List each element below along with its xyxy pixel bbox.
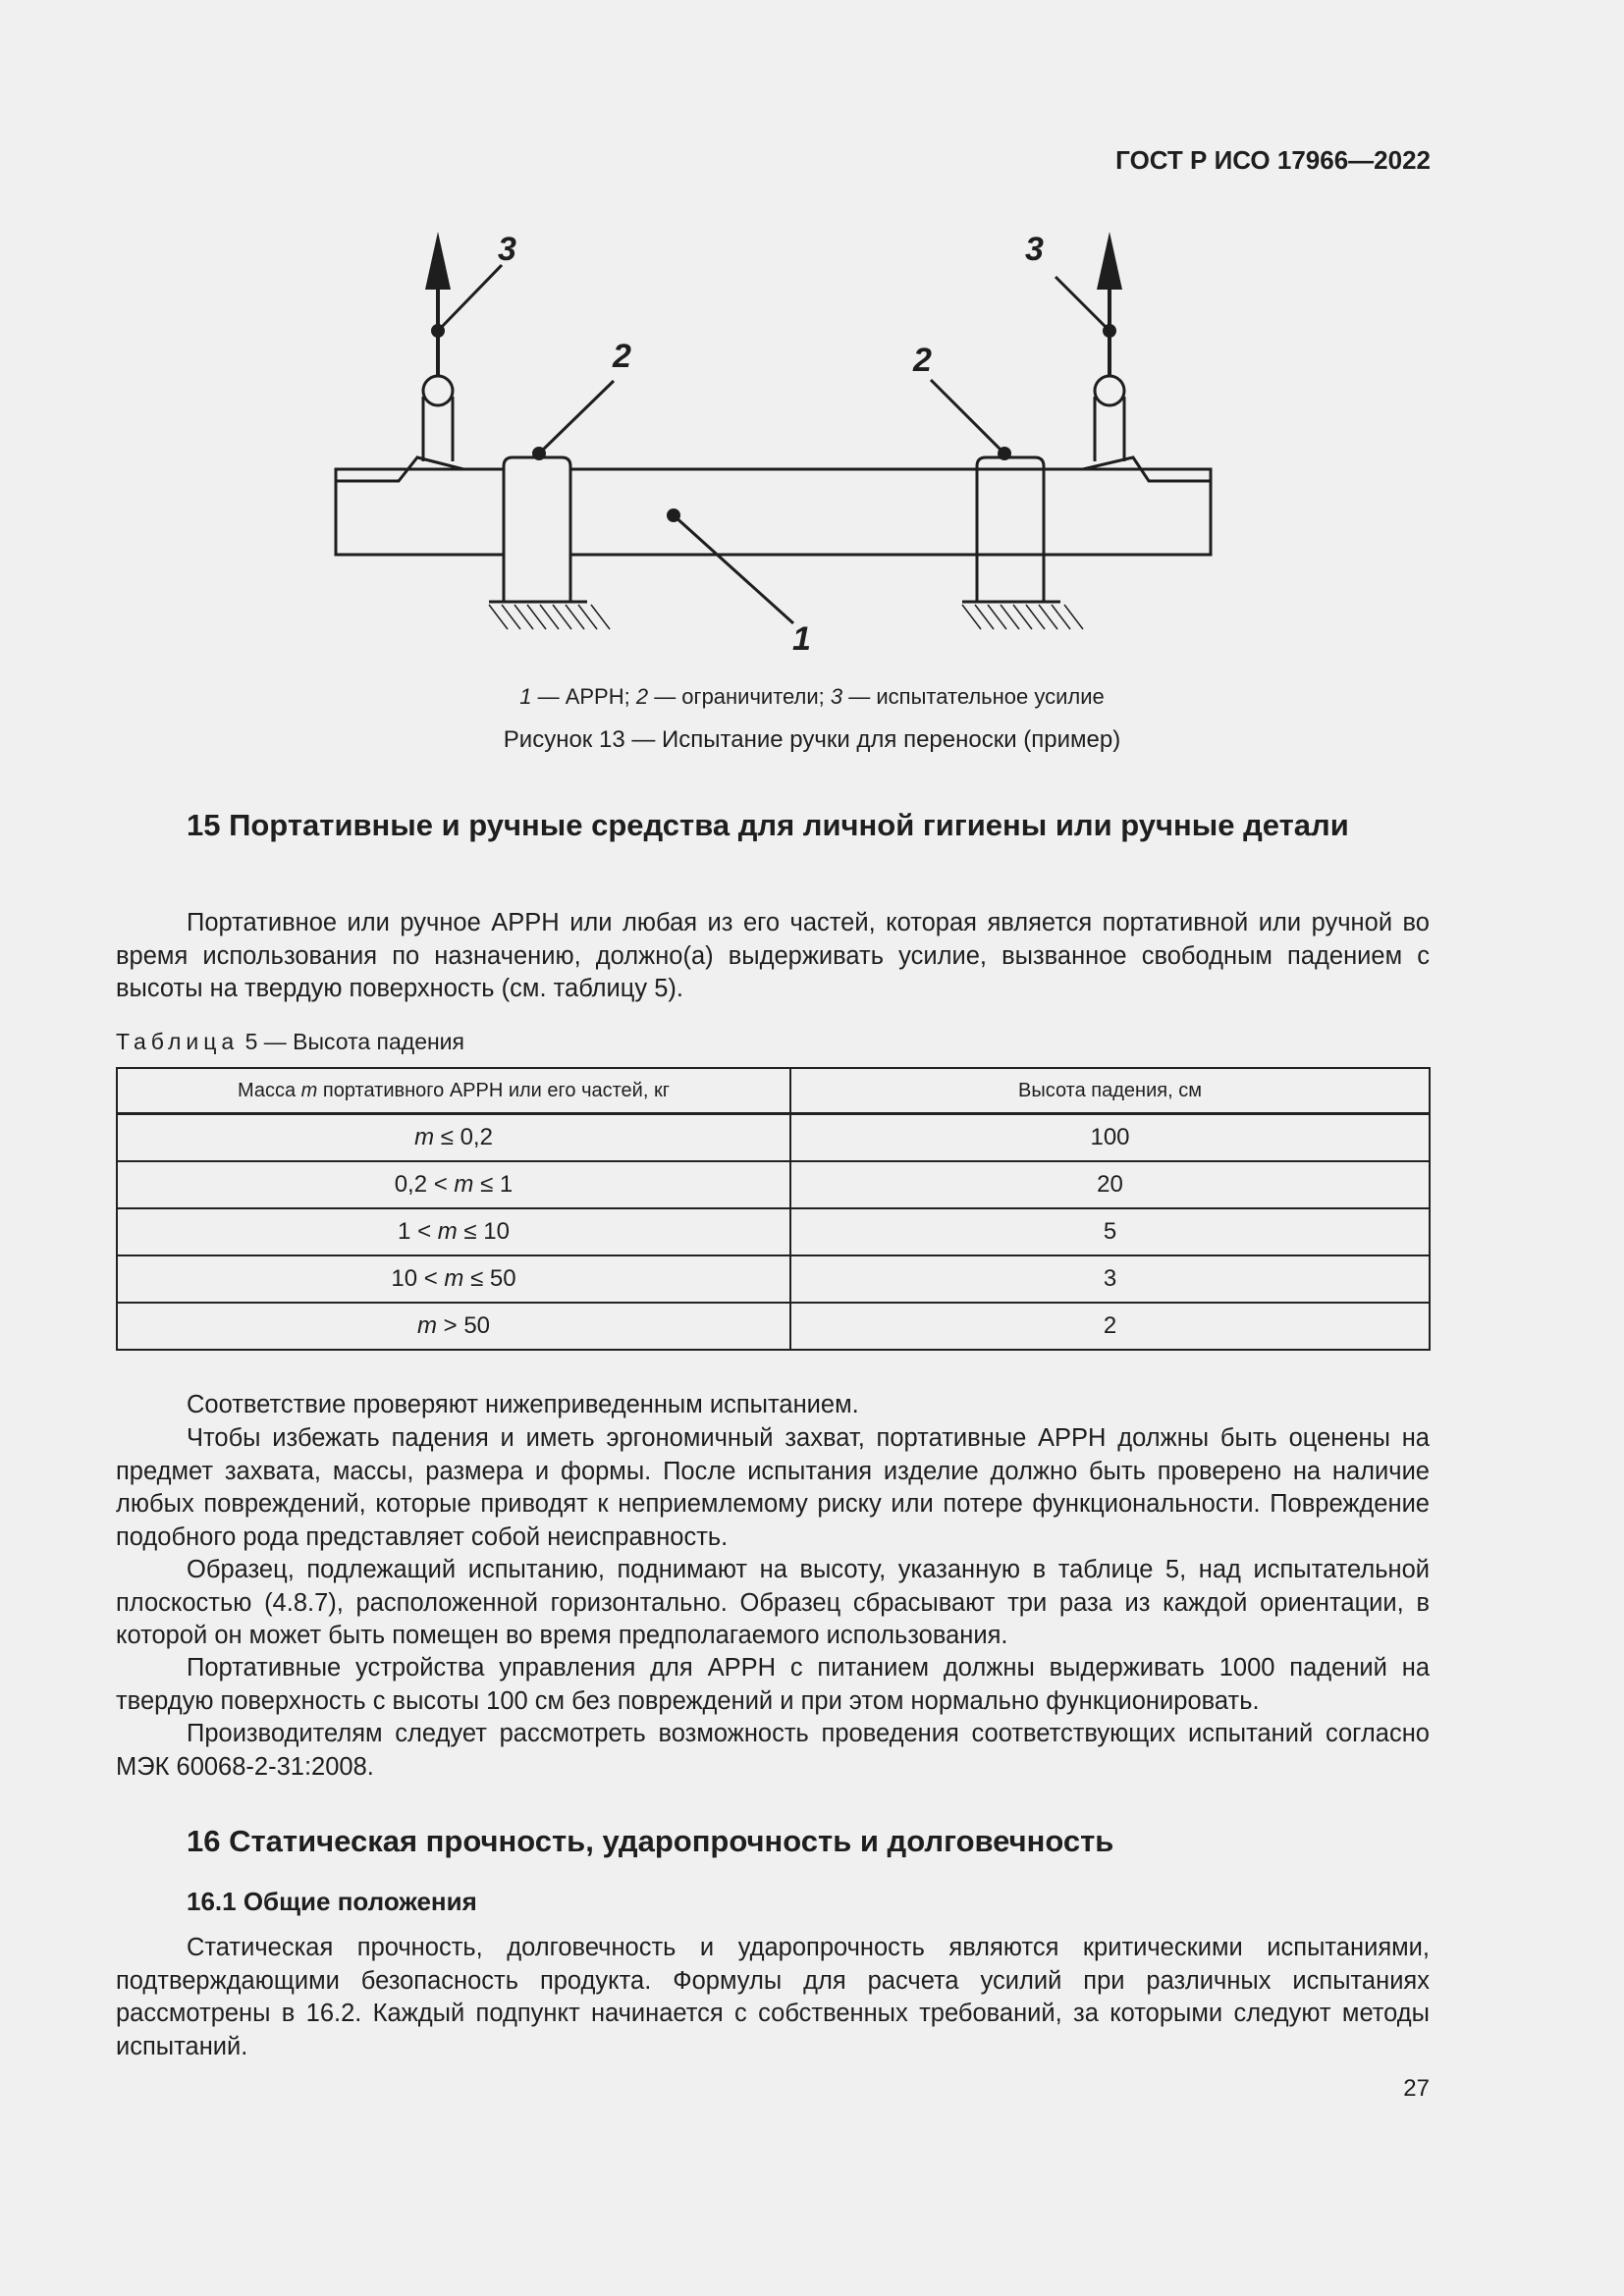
legend-num-1: 1 [519, 684, 532, 709]
mass-cell: m ≤ 0,2 [117, 1114, 790, 1162]
legend-text-2: — ограничители; [648, 684, 831, 709]
label-2-left: 2 [613, 338, 631, 375]
height-cell: 100 [790, 1114, 1430, 1162]
legend-num-3: 3 [830, 684, 843, 709]
figure-legend [0, 684, 1624, 710]
paragraph-manufacturers: Производителям следует рассмотреть возможность проведения соответствующих испытаний согласно МЭК 60068-2-31:2008. [116, 1720, 1430, 1781]
label-2-right: 2 [913, 342, 932, 379]
section-15-intro: Портативное или ручное АРРН или любая из его частей, которая является портативной или ручной во время использования по назначению, должно(а) выдерживать усилие, вызванное свободным падением с высоты на твердую поверхность (см. таблицу 5). [116, 909, 1430, 1002]
column-header-mass: Масса m портативного АРРН или его частей, кг [117, 1068, 790, 1114]
paragraph-ergonomics: Чтобы избежать падения и иметь эргономичный захват, портативные АРРН должны быть оценены на предмет захвата, массы, размера и формы. После испытания изделие должно быть проверено на наличие любых повреждений, которые приводят к неприемлемому риску или потере функциональности. Повреждение подобного рода представляет собой неисправность. [116, 1424, 1430, 1551]
mass-cell: m > 50 [117, 1303, 790, 1350]
drop-height-table [116, 1067, 1431, 1351]
mass-cell: 1 < m ≤ 10 [117, 1208, 790, 1255]
table-row [117, 1303, 1430, 1350]
section-16-title: 16 Статическая прочность, ударопрочность и долговечность [187, 1824, 1114, 1858]
legend-text-3: — испытательное усилие [842, 684, 1105, 709]
legend-num-2: 2 [635, 684, 649, 709]
height-cell: 20 [790, 1161, 1430, 1208]
column-header-height: Высота падения, см [790, 1068, 1430, 1114]
label-3-left: 3 [498, 231, 516, 268]
mass-cell: 10 < m ≤ 50 [117, 1255, 790, 1303]
height-cell: 5 [790, 1208, 1430, 1255]
table-row [117, 1161, 1430, 1208]
table-caption [116, 1029, 464, 1055]
section-15-title: 15 Портативные и ручные средства для личной гигиены или ручные детали [187, 808, 1349, 842]
table-row [117, 1255, 1430, 1303]
paragraph-conformity: Соответствие проверяют нижеприведенным испытанием. [187, 1391, 859, 1418]
document-header: ГОСТ Р ИСО 17966—2022 [1115, 145, 1431, 175]
paragraph-control-devices: Портативные устройства управления для АРРН с питанием должны выдерживать 1000 падений на твердую поверхность с высоты 100 см без повреждений и при этом нормально функционировать. [116, 1654, 1430, 1715]
table-row [117, 1114, 1430, 1162]
height-cell: 3 [790, 1255, 1430, 1303]
section-16-1-text: Статическая прочность, долговечность и ударопрочность являются критическими испытаниями, подтверждающими безопасность продукта. Формулы для расчета усилий при различных испытаниях рассмотрены в 16.2. Каждый подпункт начинается с собственных требований, за которыми следуют методы испытаний. [116, 1934, 1430, 2060]
figure-caption: Рисунок 13 — Испытание ручки для переноски (пример) [503, 726, 1121, 753]
label-1: 1 [792, 620, 811, 658]
table-caption-prefix: Таблица [116, 1029, 240, 1054]
paragraph-drop-procedure: Образец, подлежащий испытанию, поднимают на высоту, указанную в таблице 5, над испытательной плоскостью (4.8.7), расположенной горизонтально. Образец сбрасывают три раза из каждой ориентации, в которой он может быть помещен во время предполагаемого использования. [116, 1556, 1430, 1649]
table-row [117, 1208, 1430, 1255]
section-16-1-title: 16.1 Общие положения [187, 1887, 477, 1916]
page-number: 27 [1403, 2075, 1430, 2102]
label-3-right: 3 [1025, 231, 1044, 268]
table-header-row [117, 1068, 1430, 1114]
height-cell: 2 [790, 1303, 1430, 1350]
mass-cell: 0,2 < m ≤ 1 [117, 1161, 790, 1208]
table-caption-rest: 5 — Высота падения [239, 1029, 464, 1054]
legend-text-1: — АРРН; [531, 684, 636, 709]
figure-13-diagram [324, 221, 1306, 663]
